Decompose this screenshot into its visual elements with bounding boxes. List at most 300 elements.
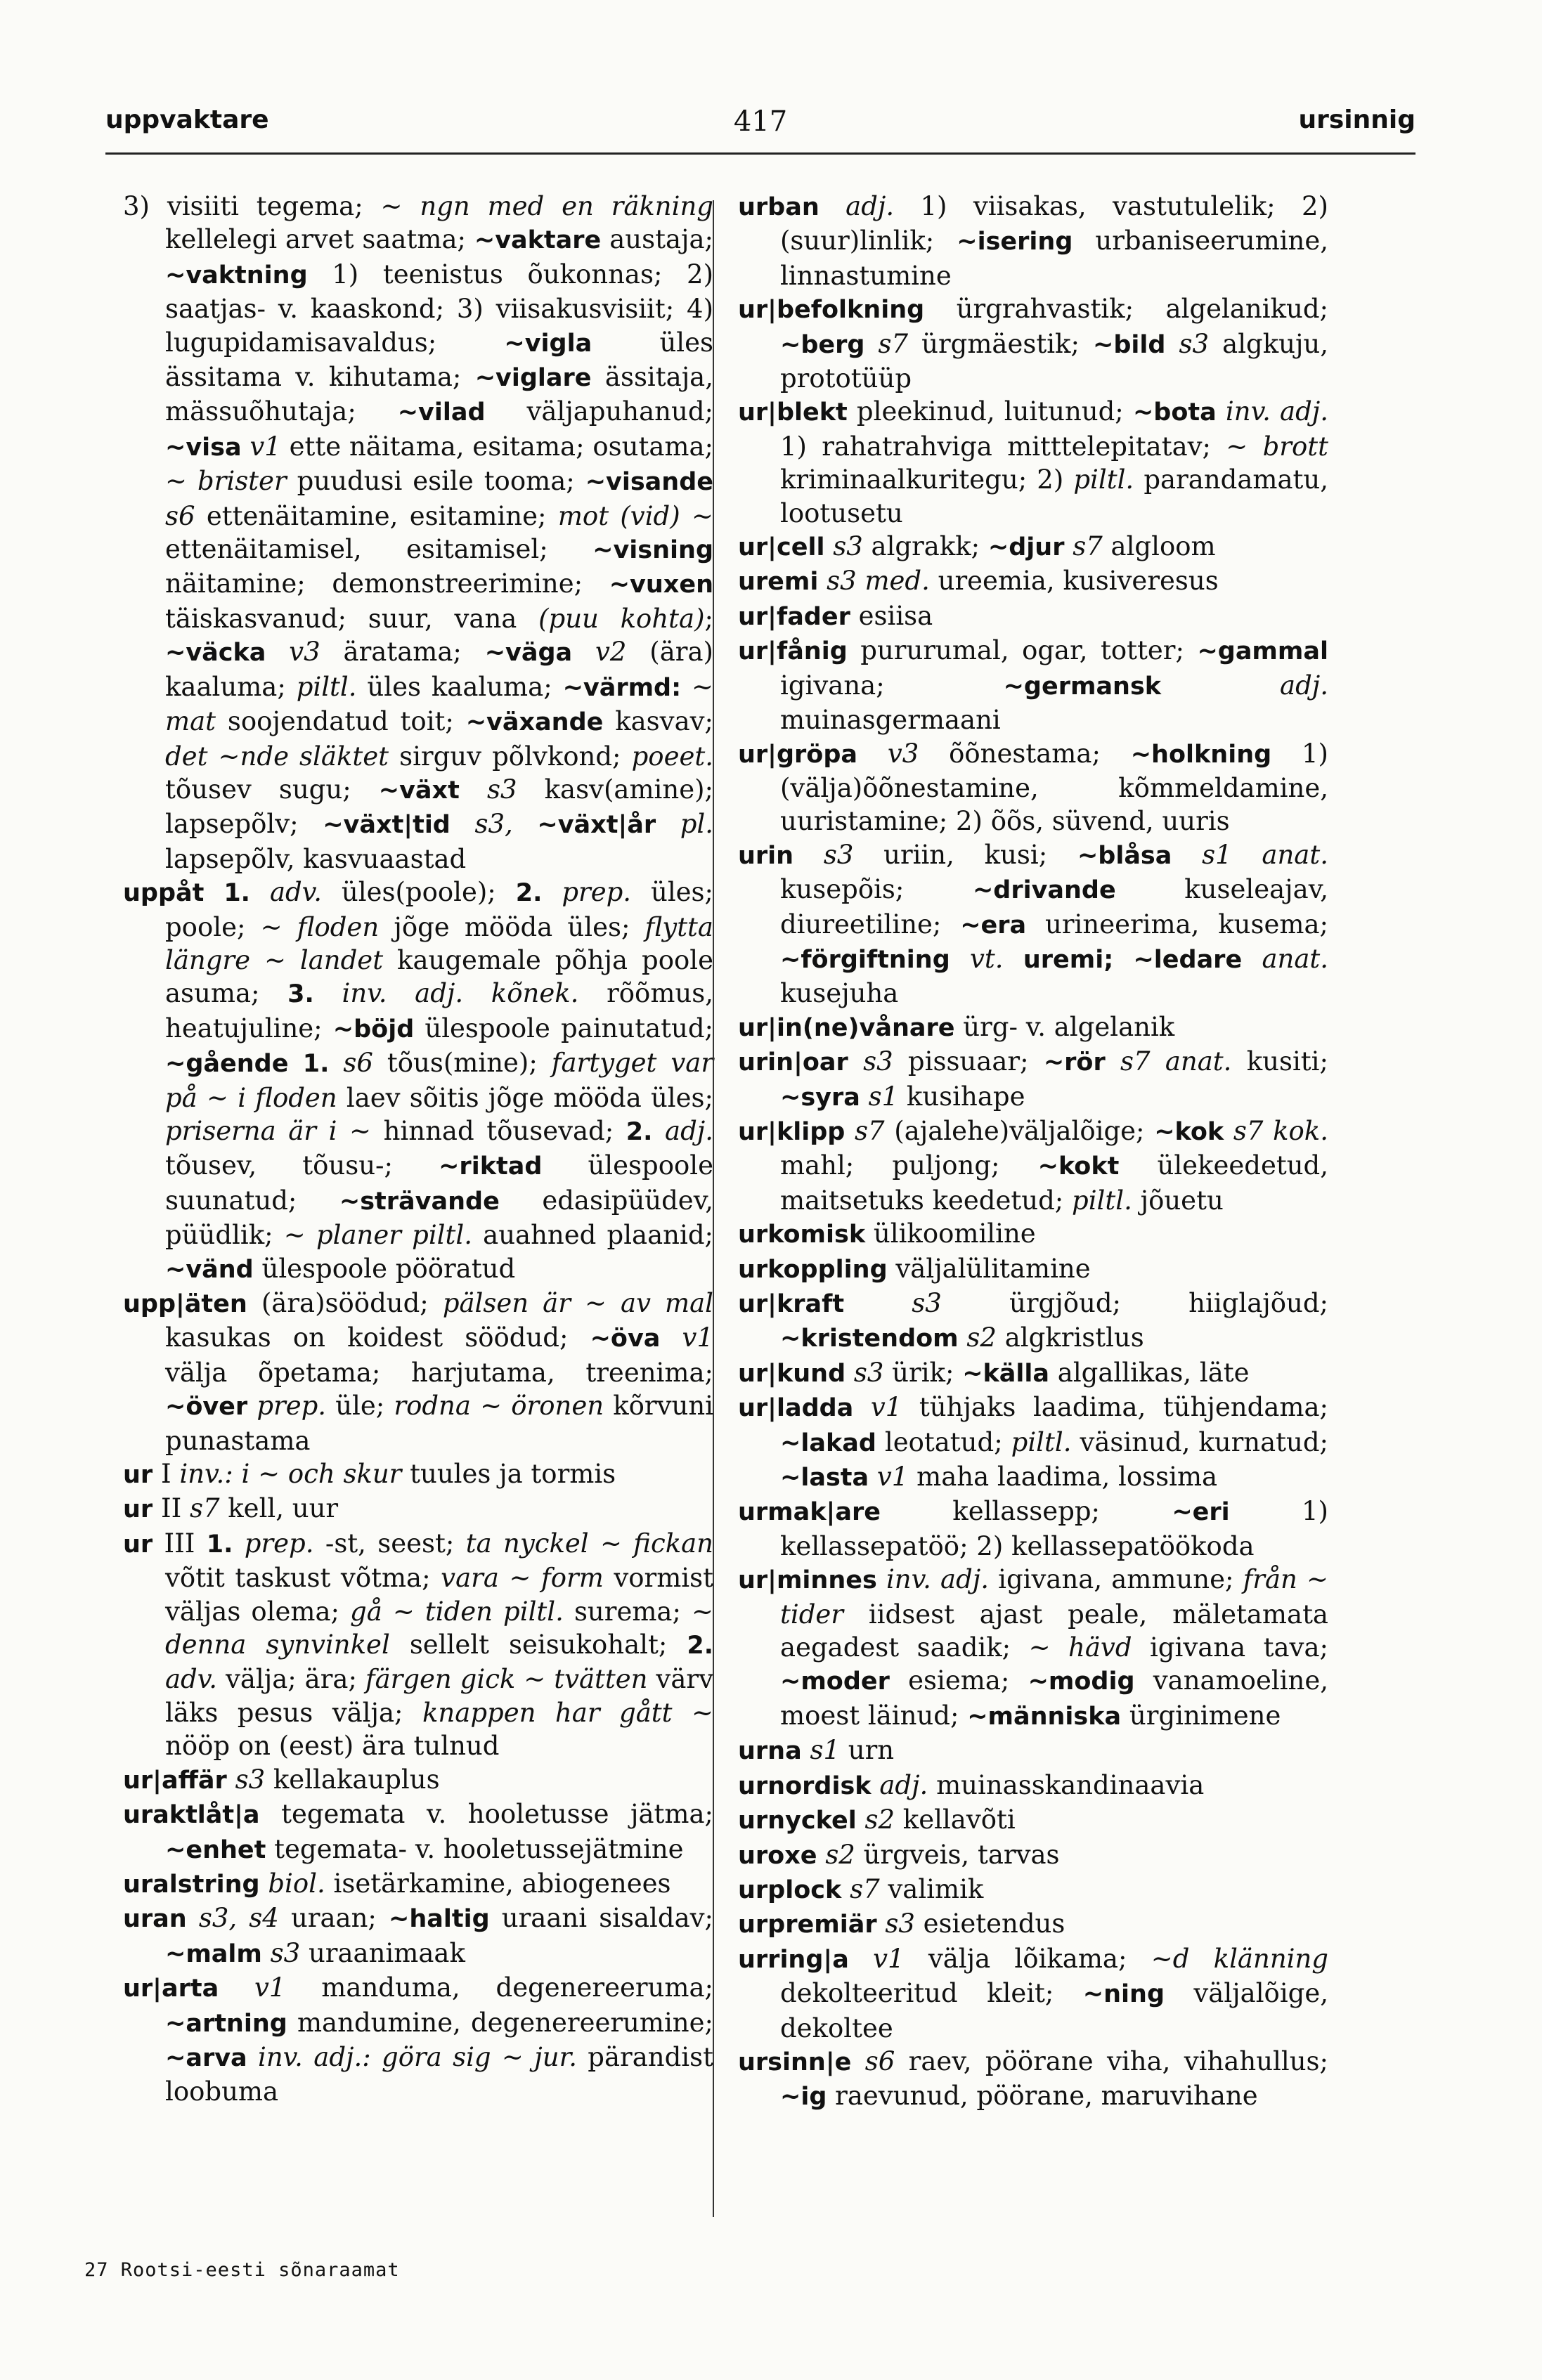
grammar-note: s1 anat. — [1202, 839, 1328, 870]
definition-text: pururumal, ogar, totter; — [847, 635, 1198, 666]
subentry: ~viglare — [474, 364, 592, 393]
definition-text: kusejuha — [780, 978, 899, 1009]
headword: urring|a — [738, 1945, 849, 1974]
definition-text — [451, 809, 475, 839]
dictionary-entry — [123, 1527, 713, 1763]
definition-text — [204, 877, 223, 907]
headword: urban — [738, 193, 819, 221]
headword: ur|affär — [123, 1766, 227, 1795]
grammar-note: fartyget var på ~ i floden — [165, 1048, 714, 1113]
definition-text: kellelegi arvet saatma; — [165, 224, 474, 255]
definition-text: kasv(amine); lapsepõlv; — [165, 774, 713, 840]
definition-text — [460, 774, 487, 805]
dictionary-entry — [123, 1492, 713, 1526]
definition-text — [250, 877, 270, 907]
definition-text: rõõmus, heatujuline; — [165, 978, 713, 1043]
dictionary-entry — [123, 190, 713, 876]
subentry: ~blåsa — [1077, 841, 1172, 870]
grammar-note: adv. — [269, 877, 322, 908]
headword: ur|gröpa — [738, 740, 857, 769]
definition-text: 1) rahatrahviga mitttelepitatav; ~ — [780, 431, 1263, 462]
subentry: ~arva — [165, 2043, 247, 2072]
definition-text — [262, 1938, 271, 1968]
definition-text — [851, 2046, 864, 2076]
grammar-note: vt. — [970, 943, 1004, 974]
definition-text: surema; ~ — [563, 1596, 714, 1627]
dictionary-entry — [123, 1763, 713, 1797]
definition-text: väljalõige, dekoltee — [780, 1978, 1328, 2043]
definition-text — [849, 1944, 873, 1974]
definition-text: esiema; — [889, 1665, 1028, 1696]
grammar-note: pälsen är ~ av mal — [442, 1288, 714, 1318]
grammar-note: s7 — [1073, 531, 1103, 562]
definition-text — [247, 1391, 257, 1421]
definition-text — [233, 1528, 244, 1559]
definition-text: austaja; — [601, 224, 713, 255]
grammar-note: s2 — [966, 1322, 997, 1353]
definition-text: ~ ettenäitamisel, esitamisel; — [165, 500, 713, 565]
subentry: ~djur — [987, 533, 1065, 562]
grammar-note: s3 — [912, 1288, 942, 1318]
subentry: ~bild — [1093, 330, 1166, 359]
definition-text: kriminaalkuritegu; 2) — [780, 464, 1074, 495]
definition-text: ürgveis, tarvas — [855, 1839, 1060, 1870]
definition-text: ürik; — [883, 1357, 963, 1388]
headword: ur|in(ne)vånare — [738, 1013, 955, 1042]
subentry: ~växt|år — [537, 811, 656, 840]
definition-text: kasvav; — [603, 706, 714, 737]
dictionary-entry — [738, 634, 1328, 736]
grammar-note: s7 anat. — [1120, 1046, 1232, 1077]
subentry: ~väcka — [165, 639, 266, 668]
dictionary-entry — [738, 1114, 1328, 1217]
grammar-note: s1 — [810, 1735, 841, 1766]
headword: urplock — [738, 1875, 842, 1904]
grammar-note: s3 — [1179, 328, 1210, 359]
subentry: 3. — [287, 980, 314, 1009]
definition-text: üles kaaluma; — [356, 671, 563, 702]
headword: urkoppling — [738, 1255, 888, 1284]
subentry: 2. — [626, 1117, 653, 1146]
grammar-note: s7 — [878, 328, 909, 359]
grammar-note: ngn med en räkning — [420, 191, 713, 221]
grammar-note: piltl. — [1073, 464, 1134, 495]
definition-text: 1) teenistus õukonnas; 2) saatjas- v. kaaskond; 3) viisakusvisiit; 4) lugupidamisavaldus; — [165, 259, 713, 358]
grammar-note: färgen gick ~ tvätten — [365, 1664, 648, 1695]
subentry: ~människa — [967, 1702, 1122, 1731]
definition-text: puudusi esile tooma; — [286, 466, 585, 497]
dictionary-entry — [738, 1803, 1328, 1838]
headword: uralstring — [123, 1870, 260, 1899]
subentry: ~växt|tid — [323, 811, 451, 840]
subentry: ~vigla — [504, 329, 592, 358]
definition-text: igivana, ammune; — [989, 1564, 1243, 1595]
grammar-note: s2 — [825, 1839, 855, 1870]
dictionary-entry — [738, 1391, 1328, 1495]
grammar-note: s3 — [235, 1764, 266, 1795]
right-column — [738, 190, 1328, 2114]
grammar-note: v1 — [254, 1972, 286, 2003]
headword: uroxe — [738, 1841, 817, 1870]
grammar-note: v2 — [595, 637, 627, 668]
definition-text: näitamine; demonstreerimine; — [165, 568, 609, 599]
subentry: ~ig — [780, 2083, 827, 2112]
subentry: ~strävande — [339, 1187, 500, 1216]
subentry: 1. — [206, 1530, 233, 1559]
grammar-note: prep. — [562, 877, 632, 908]
definition-text: ürgmäestik; — [908, 328, 1094, 359]
definition-text: kaugemale põhja poole asuma; — [165, 944, 713, 1009]
definition-text: 1) viisakas, vastutulelik; 2) (suur)linlik; — [780, 191, 1328, 256]
dictionary-entry — [738, 292, 1328, 395]
grammar-note: v1 — [682, 1322, 713, 1353]
headword: urnyckel — [738, 1807, 857, 1835]
grammar-note: hävd — [1068, 1632, 1132, 1663]
definition-text: urn — [840, 1735, 895, 1766]
subentry: 1. — [223, 879, 250, 908]
grammar-note: adv. — [165, 1664, 218, 1695]
subentry: ~väga — [484, 639, 573, 668]
grammar-note: s7 kok. — [1233, 1115, 1328, 1146]
subentry: ~gående 1. — [165, 1050, 330, 1079]
grammar-note: inv. adj. kõnek. — [342, 978, 579, 1009]
definition-text: ülespoole suunatud; — [165, 1150, 713, 1216]
dictionary-entry — [123, 1901, 713, 1971]
definition-text: maha laadima, lossima — [908, 1462, 1218, 1493]
definition-text: ülespoole painutatud; — [414, 1013, 713, 1043]
grammar-note: s3 — [823, 839, 854, 870]
definition-text: ülikoomiline — [865, 1218, 1036, 1249]
definition-text: manduma, degenereeruma; — [285, 1972, 714, 2003]
grammar-note: s7 — [855, 1115, 885, 1146]
grammar-note: planer piltl. — [316, 1220, 472, 1251]
dictionary-entry — [738, 1942, 1328, 2045]
definition-text: ürgjõud; hiiglajõud; — [941, 1288, 1328, 1318]
footer-signature: 27 Rootsi-eesti sõnaraamat — [84, 2259, 400, 2281]
headword: urin — [738, 841, 794, 870]
definition-text: igivana; — [780, 670, 1004, 701]
definition-text: algallikas, läte — [1049, 1357, 1250, 1388]
definition-text: tõusev, tõusu-; — [165, 1150, 439, 1181]
subentry: ~ledare — [1133, 945, 1243, 974]
definition-text: auahned plaanid; — [472, 1220, 713, 1251]
subentry: ~kok — [1154, 1117, 1224, 1146]
subentry: ~öva — [590, 1325, 661, 1353]
subentry: ~förgiftning — [780, 945, 950, 974]
subentry: ~vänd — [165, 1255, 254, 1284]
definition-text: sellelt seisukohalt; — [389, 1630, 687, 1660]
definition-text: urineerima, kusema; — [1026, 909, 1328, 939]
dictionary-entry — [738, 395, 1328, 530]
definition-text: raev, pöörane viha, vihahullus; — [895, 2046, 1328, 2076]
subentry: ~växande — [465, 708, 604, 737]
headword: ur|arta — [123, 1975, 219, 2003]
definition-text — [841, 1874, 850, 1904]
definition-text: kusihape — [898, 1081, 1025, 1112]
grammar-note: prep. — [257, 1391, 327, 1422]
subentry: 2. — [515, 879, 543, 908]
grammar-note: ~d klänning — [1151, 1943, 1328, 1974]
page-number: 417 — [733, 105, 788, 138]
headword: ur|blekt — [738, 398, 848, 427]
definition-text: jõge mööda üles; — [379, 911, 645, 942]
definition-text — [950, 944, 970, 974]
subentry: ~enhet — [165, 1835, 266, 1864]
left-column — [123, 190, 713, 2109]
grammar-note: v3 — [887, 738, 919, 769]
subentry: ~modig — [1028, 1667, 1135, 1696]
definition-text — [819, 191, 845, 221]
subentry: ~holkning — [1130, 740, 1272, 769]
definition-text: kusepõis; — [780, 874, 973, 905]
grammar-note: poeet. — [631, 741, 713, 772]
headword: urkomisk — [738, 1221, 866, 1249]
grammar-note: inv. adj.: göra sig ~ jur. — [257, 2041, 577, 2072]
dictionary-entry — [738, 1495, 1328, 1563]
definition-text: üles; poole; ~ — [165, 877, 714, 942]
subentry: ~visning — [592, 536, 713, 565]
grammar-note: v1 — [250, 431, 281, 462]
definition-text: esiisa — [850, 600, 933, 631]
subentry: uremi; — [1023, 945, 1114, 974]
subentry: ~vilad — [397, 398, 486, 427]
headword: urmak|are — [738, 1498, 881, 1527]
grammar-note: brister — [197, 466, 287, 497]
grammar-note: v1 — [876, 1462, 909, 1493]
headword: ur|minnes — [738, 1566, 877, 1595]
grammar-note: flytta längre ~ landet — [165, 911, 713, 975]
headword: upp|äten — [123, 1290, 247, 1318]
definition-text — [513, 809, 538, 839]
subentry: ~era — [960, 911, 1027, 939]
headword: uremi — [738, 568, 819, 597]
dictionary-entry — [738, 838, 1328, 1010]
grammar-note: pl. — [680, 809, 714, 840]
definition-text — [877, 1564, 886, 1594]
dictionary-entry — [123, 1797, 713, 1867]
definition-text: üles ässitama v. kihutama; — [165, 327, 713, 393]
definition-text: dekolteeritud kleit; — [780, 1978, 1083, 2009]
definition-text — [817, 1840, 826, 1870]
definition-text: üle; — [326, 1391, 394, 1422]
definition-text: väljapuhanud; — [485, 396, 713, 427]
grammar-note: adj. — [1280, 670, 1328, 701]
grammar-note: v1 — [870, 1392, 902, 1423]
definition-text — [219, 1972, 254, 2003]
definition-text: ürgrahvastik; algelanikud; — [924, 294, 1328, 325]
definition-text: jõuetu — [1132, 1185, 1224, 1216]
definition-text: parandamatu, lootusetu — [780, 464, 1328, 528]
grammar-note: s3 — [863, 1046, 893, 1077]
definition-text: ette näitama, esitama; osutama; ~ — [165, 431, 713, 497]
dictionary-entry — [738, 1010, 1328, 1045]
definition-text — [872, 1770, 880, 1800]
definition-text — [542, 877, 562, 907]
definition-text — [1064, 531, 1073, 561]
definition-text: tegemata- v. hooletussejätmine — [266, 1833, 684, 1864]
definition-text: tõus(mine); — [372, 1048, 552, 1079]
grammar-note: s3 — [853, 1357, 884, 1388]
definition-text — [845, 1358, 854, 1388]
definition-text — [656, 809, 680, 839]
headword: ur|fader — [738, 602, 850, 631]
subentry: ~källa — [962, 1359, 1050, 1388]
headword: ur — [123, 1461, 153, 1490]
definition-text — [1165, 329, 1179, 359]
grammar-note: s3 — [885, 1908, 915, 1939]
definition-text: isetärkamine, abiogenees — [325, 1868, 671, 1899]
subentry: ~vaktare — [474, 226, 602, 255]
definition-text — [853, 1392, 871, 1422]
grammar-note: mot (vid) — [557, 500, 680, 531]
definition-text: ; — [704, 603, 713, 634]
dictionary-entry — [738, 1734, 1328, 1768]
definition-text — [1004, 944, 1023, 974]
dictionary-entry — [738, 1252, 1328, 1287]
dictionary-entry — [123, 1457, 713, 1492]
definition-text: nööp on (eest) ära tulnud — [165, 1731, 500, 1762]
definition-text — [818, 566, 827, 596]
definition-text: (ajalehe)väljalõige; — [884, 1115, 1155, 1146]
grammar-note: gå ~ tiden piltl. — [350, 1596, 564, 1627]
headword: uppåt — [123, 879, 205, 908]
definition-text: õõnestama; — [919, 738, 1131, 769]
definition-text: mahl; puljong; — [780, 1150, 1038, 1181]
definition-text: kuseleajav, diureetiline; — [780, 874, 1328, 939]
definition-text: välja; ära; — [217, 1664, 365, 1695]
grammar-note: s3 — [486, 774, 517, 805]
headword: ur|kraft — [738, 1290, 845, 1318]
definition-text: lapsepõlv, kasvuaastad — [165, 843, 467, 874]
grammar-note: v3 — [289, 637, 320, 668]
dictionary-entry — [738, 564, 1328, 599]
definition-text: raevunud, pöörane, maruvihane — [827, 2081, 1258, 2112]
subentry: ~rör — [1043, 1048, 1106, 1077]
dictionary-entry — [738, 1217, 1328, 1251]
grammar-note: mat — [165, 706, 216, 737]
headword: urnordisk — [738, 1771, 872, 1800]
definition-text: edasipüüdev, püüdlik; ~ — [165, 1185, 713, 1251]
definition-text: tuules ja tormis — [401, 1459, 616, 1490]
subentry: ~artning — [165, 2009, 287, 2038]
headword: urna — [738, 1737, 802, 1766]
subentry: ~riktad — [439, 1152, 543, 1181]
definition-text: algloom — [1102, 531, 1216, 562]
definition-text: hinnad tõusevad; — [371, 1115, 626, 1146]
dictionary-entry — [123, 1867, 713, 1901]
grammar-note: biol. — [268, 1868, 325, 1899]
grammar-note: s6 — [343, 1048, 373, 1079]
grammar-note: det ~nde släktet — [165, 741, 389, 772]
definition-text — [572, 637, 595, 667]
grammar-note: s1 — [868, 1081, 899, 1112]
definition-text — [844, 1288, 912, 1318]
definition-text: vanamoeline, moest läinud; — [780, 1665, 1328, 1731]
definition-text: laev sõitis jõge mööda üles; — [337, 1082, 713, 1113]
headword: ur — [123, 1495, 153, 1524]
definition-text — [247, 2042, 258, 2072]
grammar-note: piltl. — [1011, 1426, 1072, 1457]
dictionary-entry — [738, 190, 1328, 292]
definition-text — [1106, 1046, 1120, 1077]
definition-text: ettenäitamine, esitamine; — [195, 500, 558, 531]
subentry: ~drivande — [972, 876, 1116, 905]
definition-text: uriin, kusi; — [853, 839, 1077, 870]
definition-text — [802, 1735, 810, 1765]
definition-text: ürg- v. algelanik — [954, 1011, 1175, 1042]
grammar-note: adj. — [879, 1769, 928, 1800]
definition-text — [959, 1322, 967, 1353]
definition-text: II — [153, 1493, 190, 1524]
definition-text: III — [153, 1528, 207, 1559]
definition-text — [329, 1048, 343, 1078]
definition-text — [877, 1908, 886, 1939]
definition-text: kell, uur — [219, 1493, 339, 1524]
definition-text: leotatud; — [876, 1426, 1011, 1457]
subentry: ~lasta — [780, 1464, 869, 1493]
grammar-note: vara ~ form — [441, 1563, 604, 1594]
definition-text — [260, 1868, 268, 1899]
grammar-note: (puu kohta) — [538, 603, 705, 634]
definition-text — [857, 739, 888, 769]
definition-text — [314, 978, 342, 1008]
dictionary-entry — [738, 1838, 1328, 1873]
grammar-note: anat. — [1262, 943, 1329, 974]
headword: ur|befolkning — [738, 296, 925, 325]
definition-text: esietendus — [914, 1908, 1065, 1939]
grammar-note: s3 — [270, 1937, 301, 1968]
grammar-note: denna synvinkel — [165, 1630, 390, 1660]
definition-text — [1161, 670, 1280, 701]
definition-text: võtit taskust võtma; — [165, 1563, 441, 1594]
definition-text — [242, 431, 250, 462]
headword: uran — [123, 1905, 187, 1934]
grammar-note: s3 — [833, 531, 863, 562]
subentry: ~böjd — [332, 1015, 415, 1043]
grammar-note: s6 — [165, 500, 195, 531]
headword: ur|fånig — [738, 637, 848, 666]
definition-text — [1242, 944, 1262, 974]
grammar-note: s3 med. — [827, 566, 930, 597]
dictionary-entry — [738, 1287, 1328, 1356]
grammar-note: s7 — [850, 1873, 880, 1904]
definition-text: 3) visiiti tegema; ~ — [123, 191, 420, 221]
subentry: ~kristendom — [780, 1325, 959, 1353]
definition-text — [266, 637, 289, 667]
headword: urpremiär — [738, 1911, 877, 1939]
definition-text: kellakauplus — [265, 1764, 440, 1795]
grammar-note: priserna är i ~ — [165, 1115, 371, 1146]
definition-text: ülekeedetud, maitsetuks keedetud; — [780, 1150, 1328, 1216]
definition-text: sirguv põlvkond; — [389, 741, 632, 772]
definition-text: kellassepp; — [880, 1496, 1172, 1527]
definition-text — [227, 1764, 235, 1795]
subentry: ~syra — [780, 1083, 860, 1112]
definition-text: uraani sisaldav; — [489, 1903, 714, 1934]
subentry: ~ning — [1082, 1980, 1165, 2009]
headword: ur|klipp — [738, 1117, 845, 1146]
definition-text — [845, 1116, 855, 1146]
subentry: ~isering — [957, 228, 1073, 256]
grammar-note: adj. — [665, 1115, 714, 1146]
page-header — [105, 105, 1415, 148]
grammar-note: s3, — [474, 809, 513, 840]
definition-text — [660, 1322, 682, 1353]
definition-text: kusiti; — [1231, 1046, 1328, 1077]
definition-text: ülespoole pööratud — [253, 1253, 516, 1284]
definition-text: äratama; — [320, 637, 485, 668]
dictionary-entry — [123, 876, 713, 1287]
